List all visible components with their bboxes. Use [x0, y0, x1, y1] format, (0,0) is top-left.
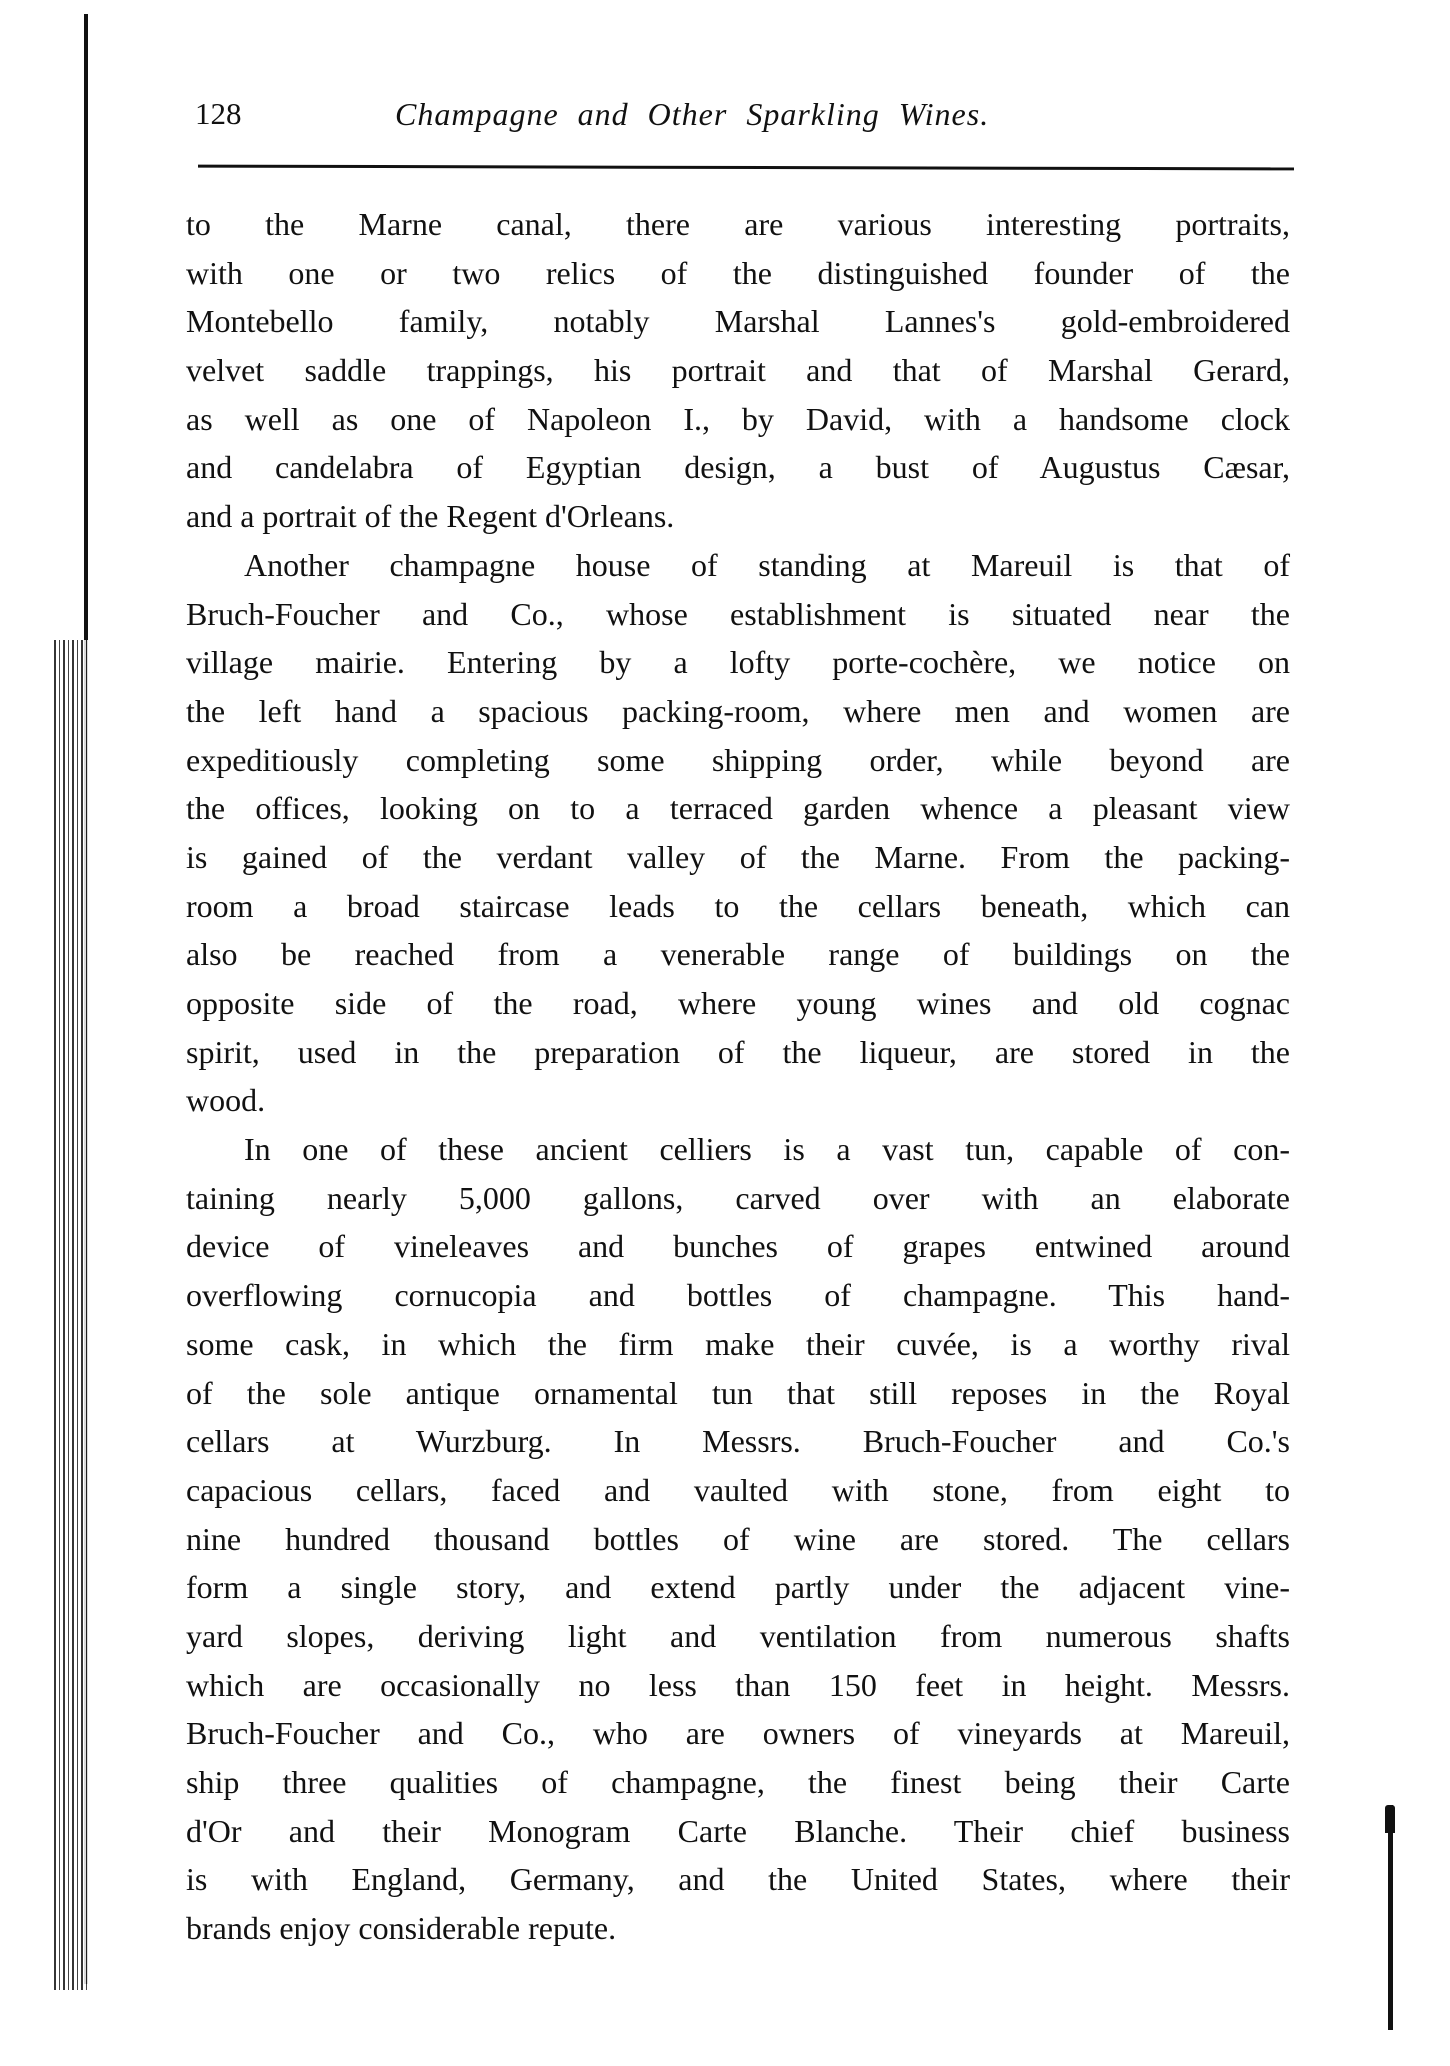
paragraph-2 [186, 541, 1290, 1125]
text-line: Another champagne house of standing at Mareuil is that of [244, 546, 1290, 583]
text-line: some cask, in which the firm make their cuvée, is a worthy rival [186, 1325, 1290, 1362]
text-line: is with England, Germany, and the United States, where their [186, 1861, 1290, 1898]
text-line: taining nearly 5,000 gallons, carved over with an elaborate [186, 1179, 1290, 1216]
text-line: which are occasionally no less than 150 feet in height. Messrs. [186, 1666, 1290, 1703]
text-line: the offices, looking on to a terraced garden whence a pleasant view [186, 790, 1290, 827]
text-line: wood. [186, 1082, 266, 1119]
text-line: with one or two relics of the distinguished founder of the [186, 254, 1290, 291]
text-line: overflowing cornucopia and bottles of champagne. This hand- [186, 1277, 1290, 1314]
paragraph-1 [186, 200, 1290, 541]
text-line: d'Or and their Monogram Carte Blanche. Their chief business [186, 1812, 1290, 1849]
text-line: expeditiously completing some shipping order, while beyond are [186, 741, 1290, 778]
text-line: velvet saddle trappings, his portrait and that of Marshal Gerard, [186, 352, 1290, 389]
text-line: as well as one of Napoleon I., by David, with a handsome clock [186, 400, 1290, 437]
text-line: village mairie. Entering by a lofty porte-cochère, we notice on [186, 644, 1290, 681]
page-number: 128 [195, 96, 242, 131]
text-line: room a broad staircase leads to the cellars beneath, which can [186, 887, 1290, 924]
text-line: In one of these ancient celliers is a vast tun, capable of con- [244, 1131, 1290, 1168]
text-line: the left hand a spacious packing-room, where men and women are [186, 692, 1290, 729]
running-title: Champagne and Other Sparkling Wines. [395, 96, 990, 132]
text-line: spirit, used in the preparation of the liqueur, are stored in the [186, 1033, 1290, 1070]
text-line: to the Marne canal, there are various interesting portraits, [186, 206, 1290, 242]
text-line: Bruch-Foucher and Co., whose establishment is situated near the [186, 595, 1290, 632]
text-line: of the sole antique ornamental tun that still reposes in the Royal [186, 1374, 1290, 1411]
paragraph-3 [186, 1125, 1290, 1953]
text-line: nine hundred thousand bottles of wine are stored. The cellars [186, 1520, 1290, 1557]
binding-edge-shadow [54, 640, 88, 1990]
right-margin-mark [1388, 1805, 1393, 2030]
text-line: yard slopes, deriving light and ventilation from numerous shafts [186, 1617, 1290, 1654]
body-text [186, 200, 1290, 1953]
text-line: form a single story, and extend partly under the adjacent vine- [186, 1569, 1290, 1606]
page-header [195, 96, 1295, 140]
text-line: Bruch-Foucher and Co., who are owners of vineyards at Mareuil, [186, 1715, 1290, 1752]
text-line: is gained of the verdant valley of the Marne. From the packing- [186, 838, 1290, 875]
text-line: brands enjoy considerable repute. [186, 1910, 617, 1947]
text-line: capacious cellars, faced and vaulted with stone, from eight to [186, 1471, 1290, 1508]
text-line: and a portrait of the Regent d'Orleans. [186, 498, 675, 535]
text-line: ship three qualities of champagne, the finest being their Carte [186, 1764, 1290, 1800]
text-line: also be reached from a venerable range of buildings on the [186, 936, 1290, 973]
text-line: cellars at Wurzburg. In Messrs. Bruch-Foucher and Co.'s [186, 1423, 1290, 1460]
text-line: and candelabra of Egyptian design, a bust of Augustus Cæsar, [186, 449, 1290, 486]
text-line: device of vineleaves and bunches of grapes entwined around [186, 1228, 1290, 1265]
text-line: Montebello family, notably Marshal Lannes's gold-embroidered [186, 303, 1290, 340]
header-rule [198, 165, 1294, 171]
text-line: opposite side of the road, where young wines and old cognac [186, 985, 1290, 1021]
